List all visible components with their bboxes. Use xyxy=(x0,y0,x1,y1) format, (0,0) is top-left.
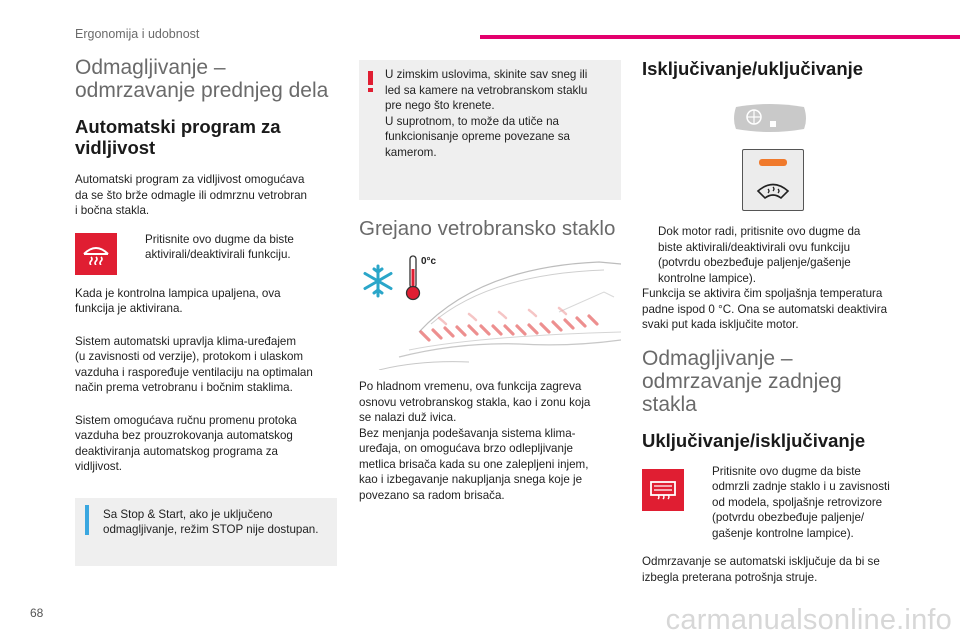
toggle-paragraph xyxy=(642,224,904,333)
subtitle-visibility-program xyxy=(75,116,337,158)
temperature-label: 0°c xyxy=(421,256,437,267)
heated-windshield-icon xyxy=(755,178,791,200)
subtitle-rear-toggle: Uključivanje/isključivanje xyxy=(642,429,866,451)
intro-paragraph xyxy=(75,172,337,219)
front-defrost-button[interactable] xyxy=(75,233,117,275)
header-accent-bar xyxy=(480,35,960,39)
column-left xyxy=(75,52,337,566)
rear-defrost-button[interactable] xyxy=(642,469,684,511)
text-line: Automatski program za vidljivost omogućava xyxy=(75,173,305,186)
info-box-stop-start xyxy=(75,498,337,566)
text-line: Funkcija se aktivira čim spoljašnja temperatura xyxy=(642,287,883,300)
text-line: povezano sa radom brisača. xyxy=(359,488,505,502)
heated-windshield-button[interactable] xyxy=(742,149,804,211)
text-line: Pritisnite ovo dugme da biste xyxy=(712,464,861,478)
text-line: se nalazi duž ivica. xyxy=(359,411,457,424)
heated-windshield-illustration xyxy=(359,252,621,370)
subtitle-line: Automatski program za xyxy=(75,116,281,137)
text-line: kontrolne lampice). xyxy=(658,271,756,285)
text-line: odmagljivanje, režim STOP nije dostupan. xyxy=(103,523,319,536)
rear-instruction-text xyxy=(684,464,890,542)
text-line: odmrzli zadnje staklo i u zavisnosti xyxy=(712,480,890,493)
title-line: Odmagljivanje – xyxy=(75,56,226,79)
text-line: vazduha bez prouzrokovanja automatskog xyxy=(75,429,293,442)
text-line: od modela, spoljašnje retrovizore xyxy=(712,495,883,509)
lamp-paragraph xyxy=(75,286,337,317)
text-line: vazduha i raspoređuje ventilaciju na optimalan xyxy=(75,365,313,379)
text-line: Sa Stop & Start, ako je uključeno xyxy=(103,507,273,521)
instruction-text xyxy=(117,232,294,263)
section-title-heated-windshield: Grejano vetrobransko staklo xyxy=(359,217,616,240)
text-line: U suprotnom, to može da utiče na xyxy=(385,114,559,128)
section-header: Ergonomija i udobnost xyxy=(75,27,200,41)
text-line: izbegla preterana potrošnja struje. xyxy=(642,570,818,584)
text-line: Odmrzavanje se automatski isključuje da bi se xyxy=(642,555,880,568)
auto-off-paragraph xyxy=(642,554,904,585)
title-line: odmrzavanje zadnjeg xyxy=(642,369,842,393)
text-line: Po hladnom vremenu, ova funkcija zagreva xyxy=(359,380,582,393)
text-line: deaktiviranja automatskog programa za xyxy=(75,444,278,458)
front-defrost-icon xyxy=(81,243,111,265)
thermometer-icon xyxy=(405,255,421,301)
column-middle xyxy=(359,60,621,503)
text-line: Bez menjanja podešavanja sistema klima- xyxy=(359,426,576,440)
text-line: da se što brže odmagle ili odmrznu vetrobran xyxy=(75,188,307,202)
text-line: kao i izbegavanje nakupljanja snega koje je xyxy=(359,473,583,486)
text-line: Sistem automatski upravlja klima-uređajem xyxy=(75,334,297,348)
text-line: padne ispod 0 °C. Ona se automatski deaktivira xyxy=(642,302,888,316)
text-line: Sistem omogućava ručnu promenu protoka xyxy=(75,413,297,427)
heated-windshield-paragraph xyxy=(359,379,621,503)
text-line: Pritisnite ovo dugme da biste xyxy=(145,232,294,246)
warning-text xyxy=(385,67,611,160)
rearview-mirror-icon xyxy=(730,101,810,137)
text-line: način prema vetrobranu i bočnim staklima. xyxy=(75,381,293,394)
section-title-rear xyxy=(642,347,904,416)
text-line: funkcija je aktivirana. xyxy=(75,302,183,315)
text-line: (u zavisnosti od verzije), protokom i ulaskom xyxy=(75,350,304,363)
system-paragraph xyxy=(75,334,337,396)
title-line: stakla xyxy=(642,392,697,416)
text-line: aktivirali/deaktivirali funkciju. xyxy=(145,248,291,261)
text-line: Kada je kontrolna lampica upaljena, ova xyxy=(75,286,281,300)
info-icon xyxy=(85,507,89,535)
footer-watermark: carmanualsonline.info xyxy=(665,604,952,636)
column-right xyxy=(642,58,904,585)
text-line: pre nego što krenete. xyxy=(385,99,495,112)
text-line: U zimskim uslovima, skinite sav sneg ili xyxy=(385,68,588,81)
windshield-diagram xyxy=(359,252,621,370)
text-line: svaki put kada isključite motor. xyxy=(642,318,799,331)
text-line: kamerom. xyxy=(385,145,437,159)
text-line: led sa kamere na vetrobranskom staklu xyxy=(385,83,588,97)
text-line: vidljivost. xyxy=(75,460,123,473)
text-line: i bočna stakla. xyxy=(75,204,150,217)
text-line: biste aktivirali/deaktivirali ovu funkciju xyxy=(658,240,851,254)
snowflake-icon xyxy=(361,264,395,298)
subtitle-toggle: Isključivanje/uključivanje xyxy=(642,58,864,79)
title-line: odmrzavanje prednjeg dela xyxy=(75,79,329,102)
mirror-illustration xyxy=(642,101,904,137)
text-line: Dok motor radi, pritisnite ovo dugme da xyxy=(658,225,861,238)
text-line: metlica brisača kada su one zalepljeni injem, xyxy=(359,457,589,471)
warning-icon xyxy=(368,71,373,85)
subtitle-line: vidljivost xyxy=(75,137,156,158)
text-line: osnovu vetrobranskog stakla, kao i zonu koja xyxy=(359,395,591,409)
text-line: uređaja, on omogućava brzo odlepljivanje xyxy=(359,442,573,455)
info-text xyxy=(103,507,327,538)
rear-instruction-row xyxy=(642,464,904,542)
warning-box-camera xyxy=(359,60,621,200)
text-line: (potvrdu obezbeđuje paljenje/ xyxy=(712,511,865,524)
indicator-lamp xyxy=(759,159,787,166)
title-line: Odmagljivanje – xyxy=(642,346,793,370)
section-title-front xyxy=(75,56,337,102)
text-line: (potvrdu obezbeđuje paljenje/gašenje xyxy=(658,256,851,269)
manual-paragraph xyxy=(75,413,337,475)
bullet-block xyxy=(642,224,904,286)
text-line: funkcionisanje opreme povezane sa xyxy=(385,130,570,143)
instruction-row xyxy=(75,233,337,275)
text-line: gašenje kontrolne lampice). xyxy=(712,526,854,540)
page-number: 68 xyxy=(30,606,44,620)
rear-defrost-icon xyxy=(649,480,677,500)
